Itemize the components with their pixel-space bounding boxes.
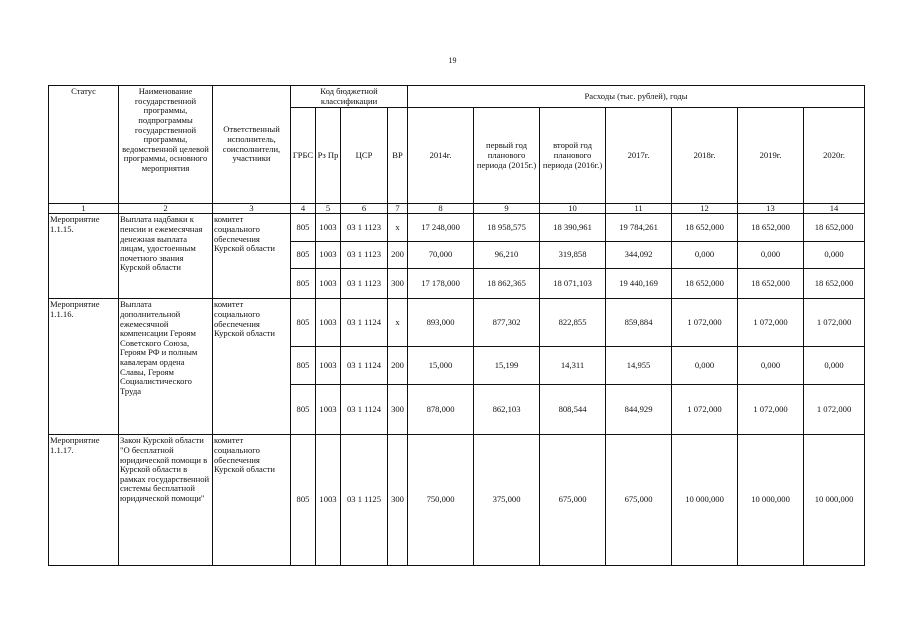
value-2019: 0,000 <box>738 242 804 269</box>
responsible-cell: комитет социального обеспечения Курской области <box>213 214 291 299</box>
header-vr: ВР <box>388 108 408 204</box>
header-csr: ЦСР <box>341 108 388 204</box>
header-status: Статус <box>49 86 119 204</box>
vr-cell: х <box>388 214 408 242</box>
value-2018: 18 652,000 <box>672 214 738 242</box>
value-2020: 18 652,000 <box>804 214 865 242</box>
value-2016: 675,000 <box>540 435 606 566</box>
value-2014: 15,000 <box>408 347 474 385</box>
value-2019: 0,000 <box>738 347 804 385</box>
value-2017: 859,884 <box>606 299 672 347</box>
grbs-cell: 805 <box>291 385 316 435</box>
value-2018: 0,000 <box>672 347 738 385</box>
value-2018: 0,000 <box>672 242 738 269</box>
value-2018: 1 072,000 <box>672 299 738 347</box>
responsible-cell: комитет социального обеспечения Курской области <box>213 435 291 566</box>
csr-cell: 03 1 1124 <box>341 299 388 347</box>
column-number: 14 <box>804 204 865 214</box>
vr-cell: 300 <box>388 385 408 435</box>
value-2016: 319,858 <box>540 242 606 269</box>
rzpr-cell: 1003 <box>316 242 341 269</box>
value-2018: 18 652,000 <box>672 269 738 299</box>
csr-cell: 03 1 1125 <box>341 435 388 566</box>
value-2019: 1 072,000 <box>738 299 804 347</box>
page-number: 19 <box>448 56 457 65</box>
column-number: 10 <box>540 204 606 214</box>
rzpr-cell: 1003 <box>316 299 341 347</box>
column-number: 7 <box>388 204 408 214</box>
rzpr-cell: 1003 <box>316 435 341 566</box>
value-2014: 70,000 <box>408 242 474 269</box>
vr-cell: 300 <box>388 435 408 566</box>
value-2018: 10 000,000 <box>672 435 738 566</box>
grbs-cell: 805 <box>291 299 316 347</box>
grbs-cell: 805 <box>291 347 316 385</box>
csr-cell: 03 1 1123 <box>341 269 388 299</box>
value-2017: 14,955 <box>606 347 672 385</box>
status-cell: Мероприятие 1.1.15. <box>49 214 119 299</box>
csr-cell: 03 1 1123 <box>341 242 388 269</box>
value-2017: 19 440,169 <box>606 269 672 299</box>
rzpr-cell: 1003 <box>316 269 341 299</box>
value-2015: 375,000 <box>474 435 540 566</box>
value-2015: 877,302 <box>474 299 540 347</box>
header-budget-code: Код бюджетной классификации <box>291 86 408 108</box>
header-name: Наименование государственной программы, подпрограммы государственной программы, ведомственной целевой программы, основного мероприятия <box>119 86 213 204</box>
value-2015: 18 862,365 <box>474 269 540 299</box>
status-cell: Мероприятие 1.1.17. <box>49 435 119 566</box>
value-2015: 862,103 <box>474 385 540 435</box>
vr-cell: 300 <box>388 269 408 299</box>
value-2014: 17 248,000 <box>408 214 474 242</box>
csr-cell: 03 1 1124 <box>341 347 388 385</box>
value-2019: 10 000,000 <box>738 435 804 566</box>
table-row <box>49 299 865 347</box>
column-number: 1 <box>49 204 119 214</box>
column-number: 9 <box>474 204 540 214</box>
header-2014: 2014г. <box>408 108 474 204</box>
value-2020: 18 652,000 <box>804 269 865 299</box>
value-2014: 17 178,000 <box>408 269 474 299</box>
value-2015: 18 958,575 <box>474 214 540 242</box>
header-grbs: ГРБС <box>291 108 316 204</box>
header-2018: 2018г. <box>672 108 738 204</box>
value-2014: 750,000 <box>408 435 474 566</box>
grbs-cell: 805 <box>291 435 316 566</box>
column-number: 6 <box>341 204 388 214</box>
measure-name-cell: Закон Курской области "О бесплатной юридической помощи в Курской области в рамках государственной системы бесплатной юридической помощи" <box>119 435 213 566</box>
header-2019: 2019г. <box>738 108 804 204</box>
header-responsible: Ответственный исполнитель, соисполнители, участники <box>213 86 291 204</box>
csr-cell: 03 1 1123 <box>341 214 388 242</box>
column-number: 5 <box>316 204 341 214</box>
column-number: 13 <box>738 204 804 214</box>
rzpr-cell: 1003 <box>316 385 341 435</box>
grbs-cell: 805 <box>291 214 316 242</box>
grbs-cell: 805 <box>291 242 316 269</box>
table-row <box>49 214 865 242</box>
value-2020: 0,000 <box>804 242 865 269</box>
value-2016: 822,855 <box>540 299 606 347</box>
vr-cell: 200 <box>388 347 408 385</box>
column-number: 11 <box>606 204 672 214</box>
value-2016: 18 390,961 <box>540 214 606 242</box>
value-2016: 14,311 <box>540 347 606 385</box>
column-number-row <box>49 204 865 214</box>
table-row <box>49 435 865 566</box>
header-expenses: Расходы (тыс. рублей), годы <box>408 86 865 108</box>
header-2017: 2017г. <box>606 108 672 204</box>
status-cell: Мероприятие 1.1.16. <box>49 299 119 435</box>
measure-name-cell: Выплата дополнительной ежемесячной компенсации Героям Советского Союза, Героям РФ и полным кавалерам ордена Славы, Героям Социалистического Труда <box>119 299 213 435</box>
value-2017: 19 784,261 <box>606 214 672 242</box>
value-2015: 96,210 <box>474 242 540 269</box>
value-2020: 10 000,000 <box>804 435 865 566</box>
column-number: 8 <box>408 204 474 214</box>
column-number: 2 <box>119 204 213 214</box>
grbs-cell: 805 <box>291 269 316 299</box>
value-2016: 808,544 <box>540 385 606 435</box>
column-number: 12 <box>672 204 738 214</box>
responsible-cell: комитет социального обеспечения Курской области <box>213 299 291 435</box>
value-2015: 15,199 <box>474 347 540 385</box>
value-2016: 18 071,103 <box>540 269 606 299</box>
value-2018: 1 072,000 <box>672 385 738 435</box>
header-2020: 2020г. <box>804 108 865 204</box>
csr-cell: 03 1 1124 <box>341 385 388 435</box>
value-2020: 1 072,000 <box>804 299 865 347</box>
value-2017: 844,929 <box>606 385 672 435</box>
vr-cell: х <box>388 299 408 347</box>
value-2019: 1 072,000 <box>738 385 804 435</box>
value-2014: 878,000 <box>408 385 474 435</box>
vr-cell: 200 <box>388 242 408 269</box>
column-number: 4 <box>291 204 316 214</box>
value-2017: 344,092 <box>606 242 672 269</box>
rzpr-cell: 1003 <box>316 347 341 385</box>
header-rzpr: Рз Пр <box>316 108 341 204</box>
value-2020: 0,000 <box>804 347 865 385</box>
header-2016: второй год планового периода (2016г.) <box>540 108 606 204</box>
value-2019: 18 652,000 <box>738 269 804 299</box>
column-number: 3 <box>213 204 291 214</box>
budget-table <box>48 85 865 566</box>
header-2015: первый год планового периода (2015г.) <box>474 108 540 204</box>
measure-name-cell: Выплата надбавки к пенсии и ежемесячная денежная выплата лицам, удостоенным почетного звания Курской области <box>119 214 213 299</box>
value-2014: 893,000 <box>408 299 474 347</box>
value-2017: 675,000 <box>606 435 672 566</box>
value-2020: 1 072,000 <box>804 385 865 435</box>
rzpr-cell: 1003 <box>316 214 341 242</box>
value-2019: 18 652,000 <box>738 214 804 242</box>
